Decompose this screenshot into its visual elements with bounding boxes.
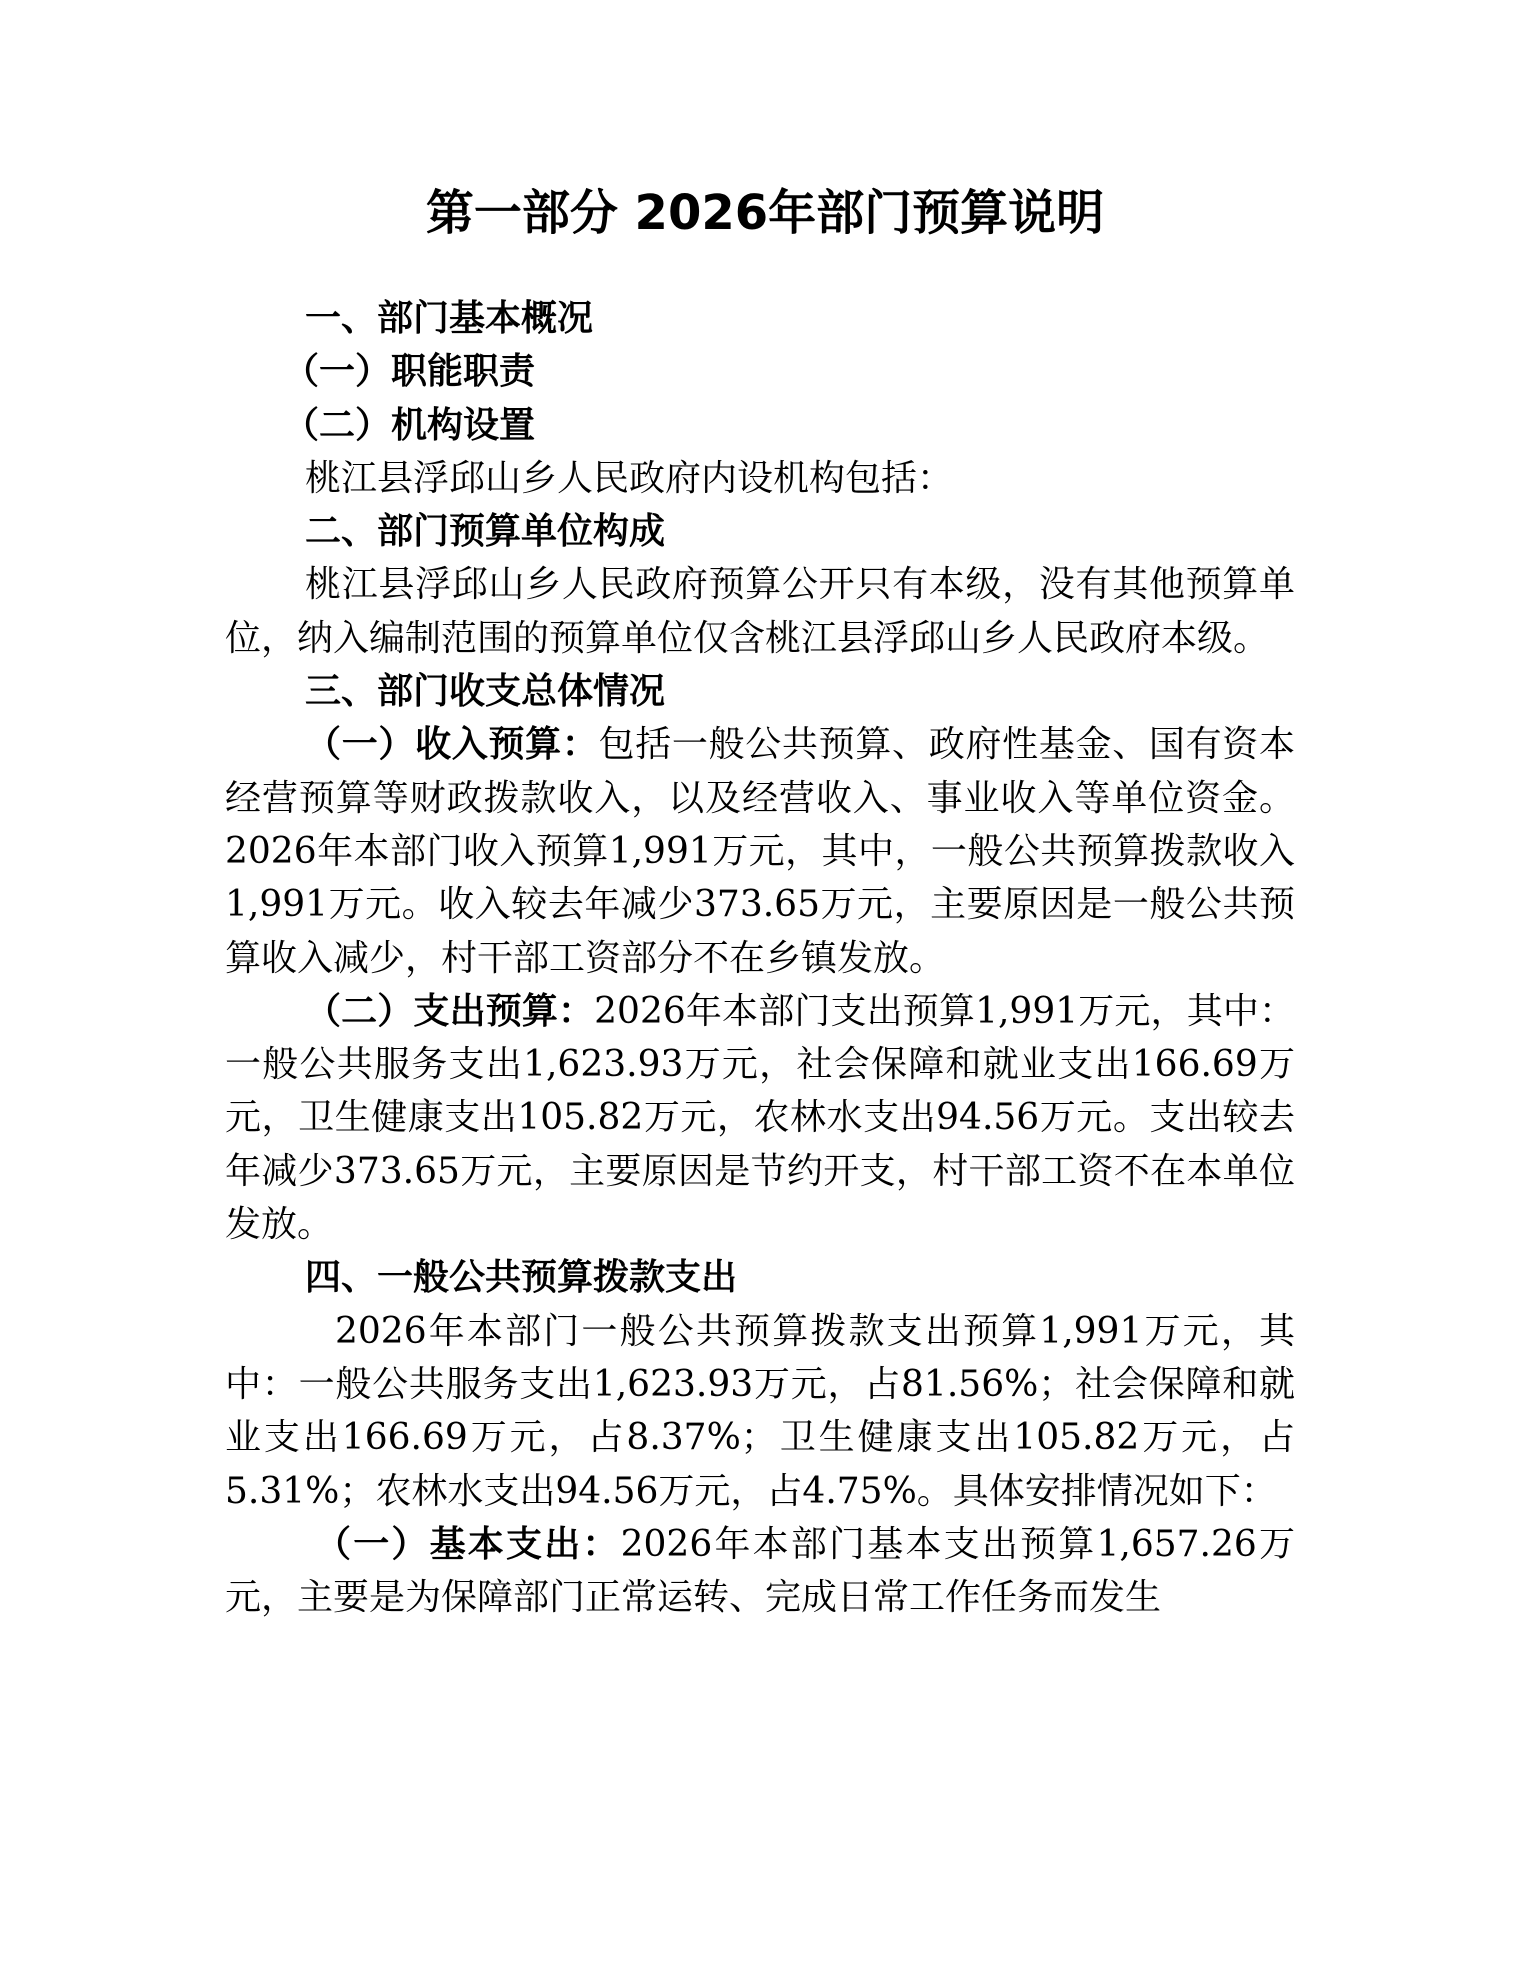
section-1-sub-2: （二）机构设置 bbox=[283, 404, 536, 446]
income-lead: （一）收入预算： bbox=[305, 724, 599, 766]
basic-expense-paragraph bbox=[225, 1518, 1295, 1625]
income-paragraph bbox=[225, 718, 1295, 984]
expense-paragraph bbox=[225, 985, 1295, 1251]
expense-lead: （二）支出预算： bbox=[305, 990, 595, 1032]
basic-expense-text: 2026年本部门基本支出预算1,657.26万元，主要是为保障部门正常运转、完成日常工作任务而发生 bbox=[225, 1523, 1295, 1619]
section-1-text: 桃江县浮邱山乡人民政府内设机构包括： bbox=[305, 457, 954, 499]
section-4-text: 2026年本部门一般公共预算拨款支出预算1,991万元，其中：一般公共服务支出1,623.93万元，占81.56%；社会保障和就业支出166.69万元，占8.37%；卫生健康支出105.82万元，占5.31%；农林水支出94.56万元，占4.75%。具体安排情况如下： bbox=[225, 1310, 1295, 1512]
page-title: 第一部分 2026年部门预算说明 bbox=[425, 185, 1105, 241]
section-1-heading: 一、部门基本概况 bbox=[305, 298, 594, 339]
section-2-heading: 二、部门预算单位构成 bbox=[305, 511, 666, 553]
section-1-sub-1: （一）职能职责 bbox=[283, 351, 536, 393]
income-text: 包括一般公共预算、政府性基金、国有资本经营预算等财政拨款收入，以及经营收入、事业收入等单位资金。2026年本部门收入预算1,991万元，其中，一般公共预算拨款收入1,991万元。收入较去年减少373.65万元，主要原因是一般公共预算收入减少，村干部工资部分不在乡镇发放。 bbox=[225, 724, 1295, 979]
basic-expense-lead: （一）基本支出： bbox=[315, 1523, 621, 1565]
section-3-heading: 三、部门收支总体情况 bbox=[305, 671, 666, 713]
section-2-text: 桃江县浮邱山乡人民政府预算公开只有本级，没有其他预算单位，纳入编制范围的预算单位仅含桃江县浮邱山乡人民政府本级。 bbox=[225, 564, 1295, 659]
document-body bbox=[225, 292, 1295, 1624]
expense-text: 2026年本部门支出预算1,991万元，其中：一般公共服务支出1,623.93万元，社会保障和就业支出166.69万元，卫生健康支出105.82万元，农林水支出94.56万元。支出较去年减少373.65万元，主要原因是节约开支，村干部工资不在本单位发放。 bbox=[225, 990, 1295, 1246]
section-4-heading: 四、一般公共预算拨款支出 bbox=[305, 1257, 738, 1299]
